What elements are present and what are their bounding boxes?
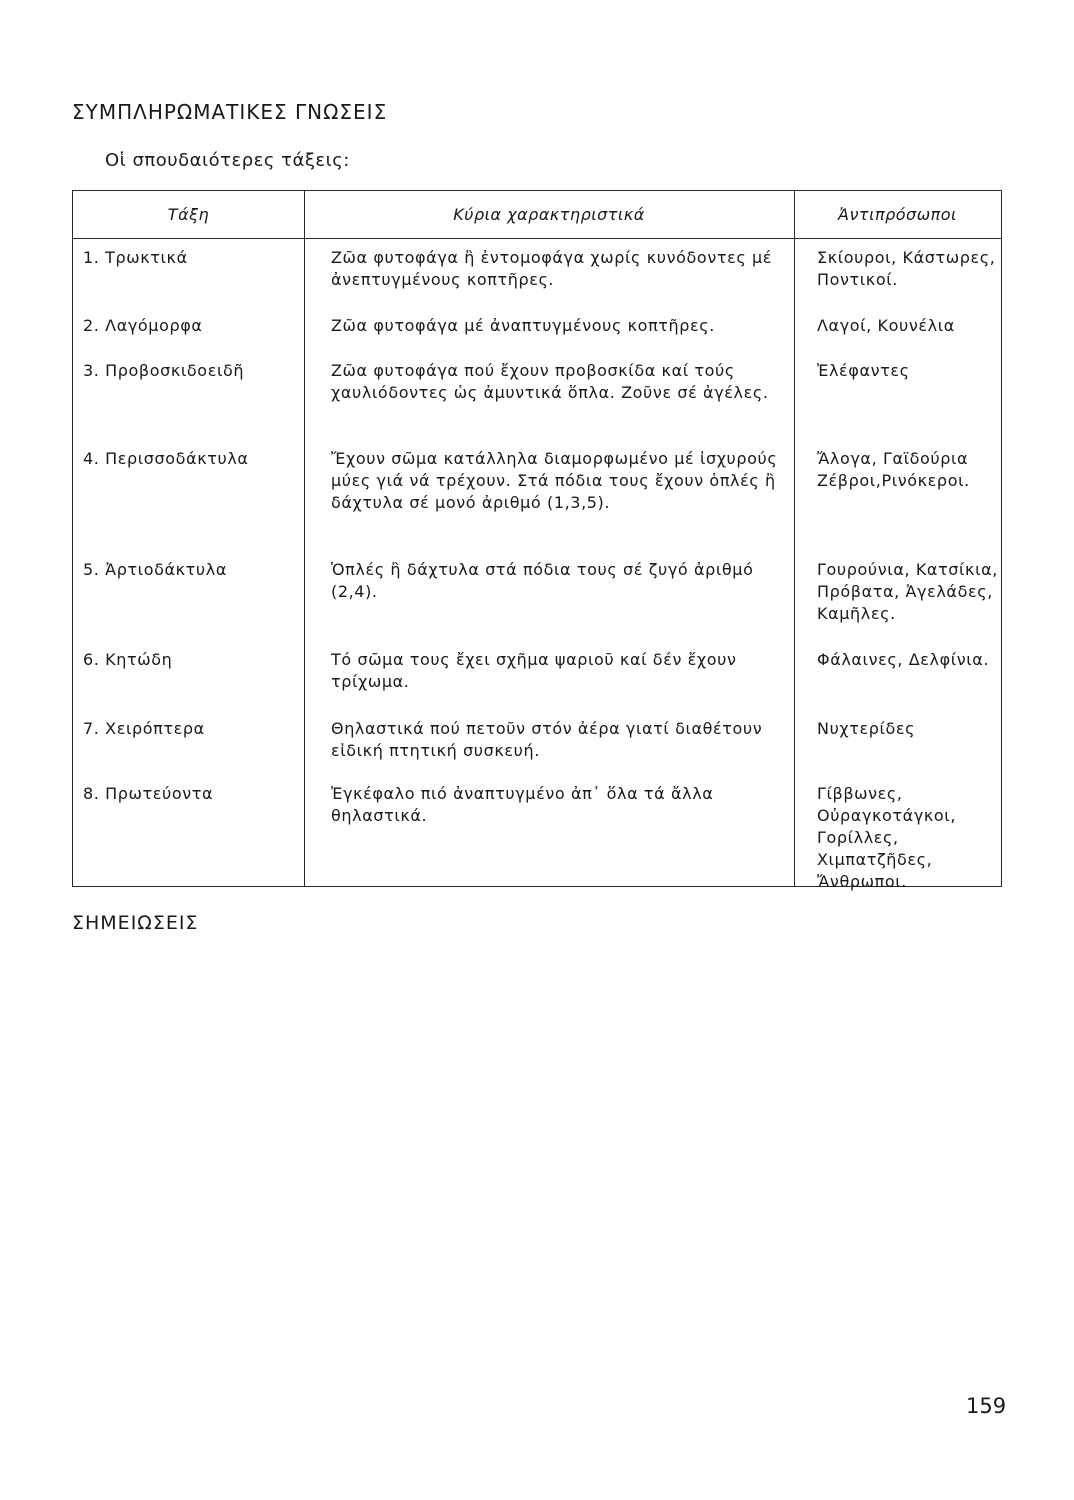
table-cell-order: 1. Τρωκτικά	[83, 248, 188, 267]
table-cell-order: 2. Λαγόμορφα	[83, 316, 203, 335]
notes-heading: ΣΗΜΕΙΩΣΕΙΣ	[72, 912, 199, 934]
column-divider	[304, 191, 305, 886]
table-cell-examples: Σκίουροι, Κάστωρες, Ποντικοί.	[817, 248, 996, 289]
table-cell-order: 7. Χειρόπτερα	[83, 719, 205, 738]
table-cell-features: Ζῶα φυτοφάγα ἢ ἐντομοφάγα χωρίς κυνόδοντες μέ ἀνεπτυγμένους κοπτῆρες.	[331, 248, 773, 289]
table-cell-examples: Γίββωνες, Οὐραγκοτάγκοι, Γορίλλες, Χιμπατζῆδες, Ἄνθρωποι.	[817, 784, 957, 891]
table-cell-features: Τό σῶμα τους ἔχει σχῆμα ψαριοῦ καί δέν ἔχουν τρίχωμα.	[331, 650, 737, 691]
table-cell-features: Θηλαστικά πού πετοῦν στόν ἀέρα γιατί διαθέτουν εἰδική πτητική συσκευή.	[331, 719, 763, 760]
table-cell-examples: Ἐλέφαντες	[817, 361, 910, 380]
table-cell-order: 8. Πρωτεύοντα	[83, 784, 214, 803]
table-cell-features: Ὁπλές ἢ δάχτυλα στά πόδια τους σέ ζυγό ἀριθμό (2,4).	[331, 560, 754, 601]
table-cell-features: Ἐγκέφαλο πιό ἀναπτυγμένο ἀπ᾿ ὅλα τά ἄλλα θηλαστικά.	[331, 784, 714, 825]
table-cell-examples: Γουρούνια, Κατσίκια, Πρόβατα, Ἀγελάδες, Καμῆλες.	[817, 560, 998, 623]
table-cell-order: 6. Κητώδη	[83, 650, 173, 669]
table-cell-features: Ἔχουν σῶμα κατάλληλα διαμορφωμένο μέ ἰσχυρούς μύες γιά νά τρέχουν. Στά πόδια τους ἔχουν ὁπλές ἢ δάχτυλα σέ μονό ἀριθμό (1,3,5).	[331, 449, 778, 512]
table-cell-examples: Λαγοί, Κουνέλια	[817, 316, 955, 335]
table-cell-order: 3. Προβοσκιδοειδῆ	[83, 361, 245, 380]
table-cell-features: Ζῶα φυτοφάγα μέ ἀναπτυγμένους κοπτῆρες.	[331, 316, 715, 335]
table-cell-features: Ζῶα φυτοφάγα πού ἔχουν προβοσκίδα καί τούς χαυλιόδοντες ὡς ἀμυντικά ὅπλα. Ζοῦνε σέ ἀγέλες.	[331, 361, 769, 402]
table-cell-order: 4. Περισσοδάκτυλα	[83, 449, 249, 468]
table-cell-examples: Νυχτερίδες	[817, 719, 916, 738]
table-cell-examples: Ἄλογα, Γαϊδούρια Ζέβροι,Ρινόκεροι.	[817, 449, 970, 490]
column-divider	[794, 191, 795, 886]
page-number: 159	[966, 1394, 1007, 1418]
table-caption: Οἱ σπουδαιότερες τάξεις:	[105, 150, 350, 171]
column-header-order: Τάξη	[167, 205, 210, 224]
table-cell-order: 5. Ἀρτιοδάκτυλα	[83, 560, 227, 579]
column-header-examples: Ἀντιπρόσωποι	[838, 205, 957, 224]
column-header-features: Κύρια χαρακτηριστικά	[453, 205, 645, 224]
page-heading: ΣΥΜΠΛΗΡΩΜΑΤΙΚΕΣ ΓΝΩΣΕΙΣ	[72, 100, 388, 124]
header-divider	[73, 238, 1001, 239]
table-cell-examples: Φάλαινες, Δελφίνια.	[817, 650, 990, 669]
orders-table	[72, 190, 1002, 891]
